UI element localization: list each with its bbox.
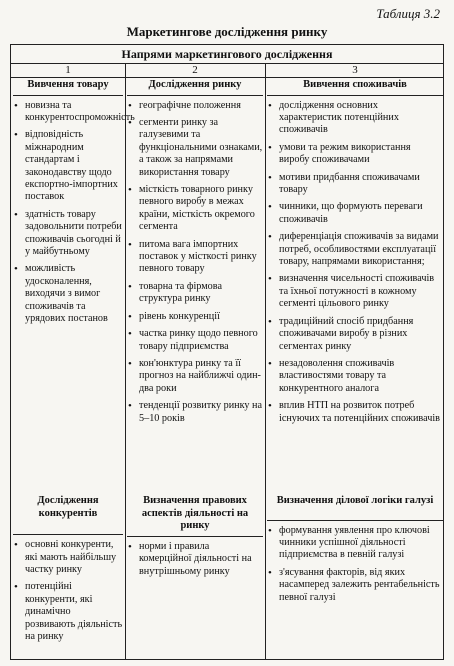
divider: [267, 520, 443, 521]
list-item: • географічне положення: [127, 100, 263, 112]
list-item: • тенденції розвитку ринку на 5–10 років: [127, 400, 263, 425]
list-item: • товарна та фірмова структура ринку: [127, 281, 263, 306]
list-item: • чинники, що формують переваги споживачів: [267, 201, 443, 226]
item-list: [13, 99, 135, 326]
list-item: • потенційні конкуренти, які динамічно розвивають діяльність на ринку: [13, 581, 123, 643]
list-item: • рівень конкуренції: [127, 311, 263, 323]
column-1: [13, 79, 135, 331]
document-title: Маркетингове дослідження ринку: [126, 24, 328, 39]
list-item: • мотиви придбання споживачами товару: [267, 172, 443, 197]
column-3-lower: [267, 495, 443, 609]
item-list: [267, 525, 443, 604]
list-item: • здатність товару задовольнити потреби споживачів сьогодні й у майбутньому: [13, 209, 123, 259]
divider: [127, 536, 263, 537]
column-number-row: [11, 63, 443, 78]
column-2: [127, 79, 263, 430]
list-item: • відповідність міжнародним стандартам і законодавству щодо експортно-імпортних поставок: [13, 129, 123, 203]
column-number-2: 2: [192, 64, 198, 76]
item-list: [127, 541, 263, 578]
section-title: Визначення ділової логіки галузі: [276, 495, 434, 506]
list-item: • незадоволення споживачів властивостями товару та конкурентного аналога: [267, 358, 443, 395]
list-item: • умови та режим використання виробу споживачами: [267, 142, 443, 167]
list-item: • з'ясування факторів, від яких насамперед залежить рентабельність певної галузі: [267, 567, 443, 604]
section-title: Дослідження конкурентів: [37, 495, 99, 519]
column-divider: [125, 63, 126, 659]
section-title: Вивчення товару: [27, 79, 109, 90]
divider: [13, 534, 123, 535]
list-item: • визначення чисельності споживачів та їхньої потужності в кожному сегменті цільового ринку: [267, 273, 443, 310]
item-list: [13, 539, 123, 643]
list-item: • можливість удосконалення, виходячи з вимог споживачів та урядових постанов: [13, 263, 123, 325]
section-title: Визначення правових аспектів діяльності на ринку: [141, 495, 249, 532]
list-item: • кон'юнктура ринку та її прогноз на найближчі один-два роки: [127, 358, 263, 395]
list-item: • диференціація споживачів за видами потреб, особливостями експлуатації товару, напрямами використання;: [267, 231, 443, 268]
list-item: • норми і правила комерційної діяльності на внутрішньому ринку: [127, 541, 263, 578]
divider: [127, 95, 263, 96]
list-item: • новизна та конкурентоспроможність: [13, 100, 123, 125]
column-number-1: 1: [65, 64, 71, 76]
table-header: Напрями маркетингового дослідження: [11, 45, 443, 64]
list-item: • традиційний спосіб придбання споживачами виробу в різних сегментах ринку: [267, 316, 443, 353]
list-item: • формування уявлення про ключові чинники успішної діяльності підприємства в певній галузі: [267, 525, 443, 562]
list-item: • основні конкуренти, які мають найбільшу частку ринку: [13, 539, 123, 576]
column-number-3: 3: [352, 64, 358, 76]
item-list: [127, 100, 263, 425]
section-title: Вивчення споживачів: [303, 79, 407, 90]
list-item: • вплив НТП на розвиток потреб існуючих та потенційних споживачів: [267, 400, 443, 425]
table-label: Таблиця 3.2: [376, 6, 440, 21]
list-item: • місткість товарного ринку певного виробу в межах країни, місткість окремого сегмента: [127, 184, 263, 234]
divider: [267, 95, 443, 96]
research-table: [10, 44, 444, 660]
list-item: • сегменти ринку за галузевими та функціональними ознаками, а також за напрямами використання товару: [127, 117, 263, 179]
column-3: [267, 79, 443, 430]
column-1-lower: [13, 495, 123, 648]
column-2-lower: [127, 495, 263, 583]
section-title: Дослідження ринку: [148, 79, 242, 90]
list-item: • частка ринку щодо певного товару підприємства: [127, 328, 263, 353]
list-item: • дослідження основних характеристик потенційних споживачів: [267, 100, 443, 137]
divider: [13, 95, 123, 96]
list-item: • питома вага імпортних поставок у місткості ринку певного товару: [127, 239, 263, 276]
column-divider: [265, 63, 266, 659]
item-list: [267, 100, 443, 425]
